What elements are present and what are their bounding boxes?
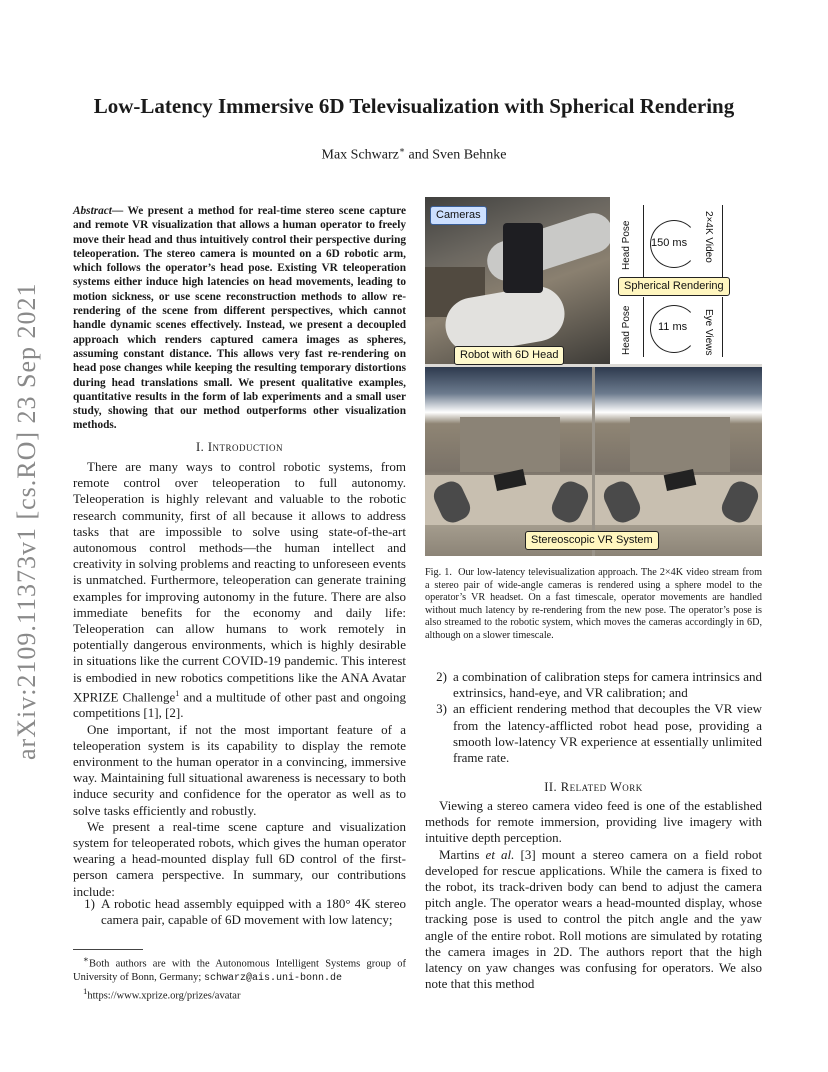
author-name-2: and Sven Behnke <box>405 147 507 163</box>
section-title: Related Work <box>560 780 643 794</box>
robot-photo <box>425 197 610 364</box>
left-eye-view <box>425 367 592 556</box>
list-item <box>73 896 406 928</box>
author-line <box>40 145 788 164</box>
arrow-line <box>643 205 644 277</box>
figure-1 <box>425 197 762 556</box>
vr-stereo-view <box>425 367 762 556</box>
label-cameras: Cameras <box>430 206 487 225</box>
label-spherical-rendering: Spherical Rendering <box>618 277 730 296</box>
footnote <box>73 953 406 985</box>
latency-fast: 11 ms <box>658 321 688 333</box>
footnote-mark: 1 <box>175 688 180 698</box>
list-number: 3) <box>436 701 447 717</box>
arrow-line <box>643 297 644 357</box>
list-text: A robotic head assembly equipped with a 180° 4K stereo camera pair, capable of 6D movement with low latency; <box>101 896 406 928</box>
contribution-list-right <box>425 669 762 766</box>
abstract <box>73 204 406 433</box>
abstract-label: Abstract <box>73 205 112 217</box>
paragraph-text: and a multitude of other past and ongoing competitions [1], [2]. <box>73 689 406 721</box>
contribution-list-left <box>73 896 406 928</box>
paragraph <box>425 847 762 993</box>
paragraph-text: There are many ways to control robotic systems, from remote control over teleoperation to full autonomy. Teleoperation is highly relevant and valuable to the robotic research community, first of all because it allows to address tasks that are impossible to solve using state-of-the-art autonomous control methods—the human intellect and creativity in solving problems and reacting to unforeseen events is unmatched. Furthermore, teleoperation can generate training examples for improving autonomy in the future. There are also immediate benefits for the economy and daily life: Teleoperation can allow humans to work remotely in potentially dangerous environments, which is highly desirable in situations like the current COVID-19 pandemic. This interest is embodied in new robotics competitions like the ANA Avatar XPRIZE Challenge <box>73 459 406 705</box>
arrow-line <box>722 297 723 357</box>
latency-slow: 150 ms <box>651 237 688 249</box>
introduction-body <box>73 459 406 900</box>
paragraph: One important, if not the most important feature of a teleoperation system is its capability to display the remote environment to the human operator in a convincing, immersive way. Maintaining full situational awareness is necessary to both induce security and confidence for the operator as well as to solve tasks efficiently and robustly. <box>73 721 406 818</box>
section-heading-related-work <box>425 780 762 795</box>
section-title: Introduction <box>207 440 284 454</box>
list-item <box>425 669 762 701</box>
abstract-text: We present a method for real-time stereo scene capture and remote VR visualization that allows a human operator to freely move their head and thus intuitively control their perspective during teleoperation. The stereo camera is mounted on a 6D robotic arm, which follows the operator’s head pose. Existing VR teleoperation systems either induce high latencies on head movements, leading to motion sickness, or use scene reconstruction methods to allow re-rendering of the scene from different perspectives, which cannot handle dynamic scenes effectively. Instead, we present a decoupled approach which renders captured camera images as spheres, assuming constant distance. This allows very fast re-rendering on head pose changes while keeping the resulting temporary distortions during head translations small. We present qualitative examples, quantitative results in the form of lab experiments and a small user study, showing that our method outperforms other visualization methods. <box>73 205 406 432</box>
paragraph: We present a real-time scene capture and visualization system for teleoperated robots, which gives the human operator wearing a head-mounted display full 6D control of the first-person camera perspective. In summary, our contributions include: <box>73 818 406 899</box>
camera-shape <box>503 223 543 293</box>
footnote-text: Both authors are with the Autonomous Intelligent Systems group of University of Bonn, Germany; <box>73 958 406 983</box>
paragraph <box>73 459 406 722</box>
section-number: I. <box>195 440 208 454</box>
paragraph-text: Martins <box>439 846 486 862</box>
arxiv-identifier: arXiv:2109.11373v1 [cs.RO] 23 Sep 2021 <box>12 282 41 760</box>
footnote-divider <box>73 949 143 950</box>
arrow-line <box>722 205 723 277</box>
label-head-pose: Head Pose <box>621 305 632 355</box>
footnote <box>73 985 406 1003</box>
label-video: 2×4K Video <box>703 211 714 263</box>
paper-title: Low-Latency Immersive 6D Televisualization with Spherical Rendering <box>93 94 735 118</box>
label-head-pose: Head Pose <box>621 220 632 270</box>
section-number: II. <box>544 780 561 794</box>
list-number: 1) <box>84 896 95 911</box>
label-eye-views: Eye Views <box>703 309 714 356</box>
list-text: an efficient rendering method that decouples the VR view from the latency-afflicted robot head pose, providing a smooth low-latency VR experience at essentially unlimited frame rate. <box>453 701 762 766</box>
footnote-mark: 1 <box>83 985 88 996</box>
figure-caption <box>425 567 762 643</box>
caption-label: Fig. 1. <box>425 567 452 578</box>
paragraph: Viewing a stereo camera video feed is one of the established methods for remote immersion, providing live imagery with intuitive depth perception. <box>425 798 762 846</box>
label-stereoscopic-vr: Stereoscopic VR System <box>525 531 659 550</box>
related-work-body <box>425 798 762 992</box>
email-link[interactable]: schwarz@ais.uni-bonn.de <box>203 972 342 984</box>
author-affiliation-mark: ∗ <box>398 145 405 155</box>
abstract-dash: — <box>111 205 128 217</box>
author-name-1: Max Schwarz <box>321 147 399 163</box>
caption-text: Our low-latency televisualization approach. The 2×4K video stream from a stereo pair of wide-angle cameras is rendered using a sphere model to the operator’s VR headset. On a fast timescale, operator movements are handled without much latency by re-rendering from the new pose. The operator’s pose is also streamed to the robotic system, which moves the cameras accordingly in 6D, although on a slower timescale. <box>425 567 763 641</box>
emphasis-text: et al. <box>485 846 515 862</box>
list-text: a combination of calibration steps for camera intrinsics and extrinsics, hand-eye, and VR calibration; and <box>453 669 762 701</box>
footnote-mark: ∗ <box>83 954 89 964</box>
section-heading-introduction <box>73 440 406 455</box>
list-item <box>425 701 762 766</box>
footnote-url[interactable]: https://www.xprize.org/prizes/avatar <box>87 990 241 1001</box>
list-number: 2) <box>436 669 447 684</box>
paragraph-text: [3] mount a stereo camera on a field robot developed for rescue applications. While the camera is fixed to the robot, its track-driven body can bend to adjust the camera pitch angle. The operator wears a head-mounted display, whose tracking pose is used to control the pitch angle and the yaw angle of the entire robot. Roll motions are simulated by rotating the camera images in 2D. The authors report that the high latency on yaw changes was confusing for operators. We also note that this method <box>425 846 762 992</box>
label-robot: Robot with 6D Head <box>454 346 564 365</box>
right-eye-view <box>595 367 762 556</box>
footnotes <box>73 953 406 1002</box>
